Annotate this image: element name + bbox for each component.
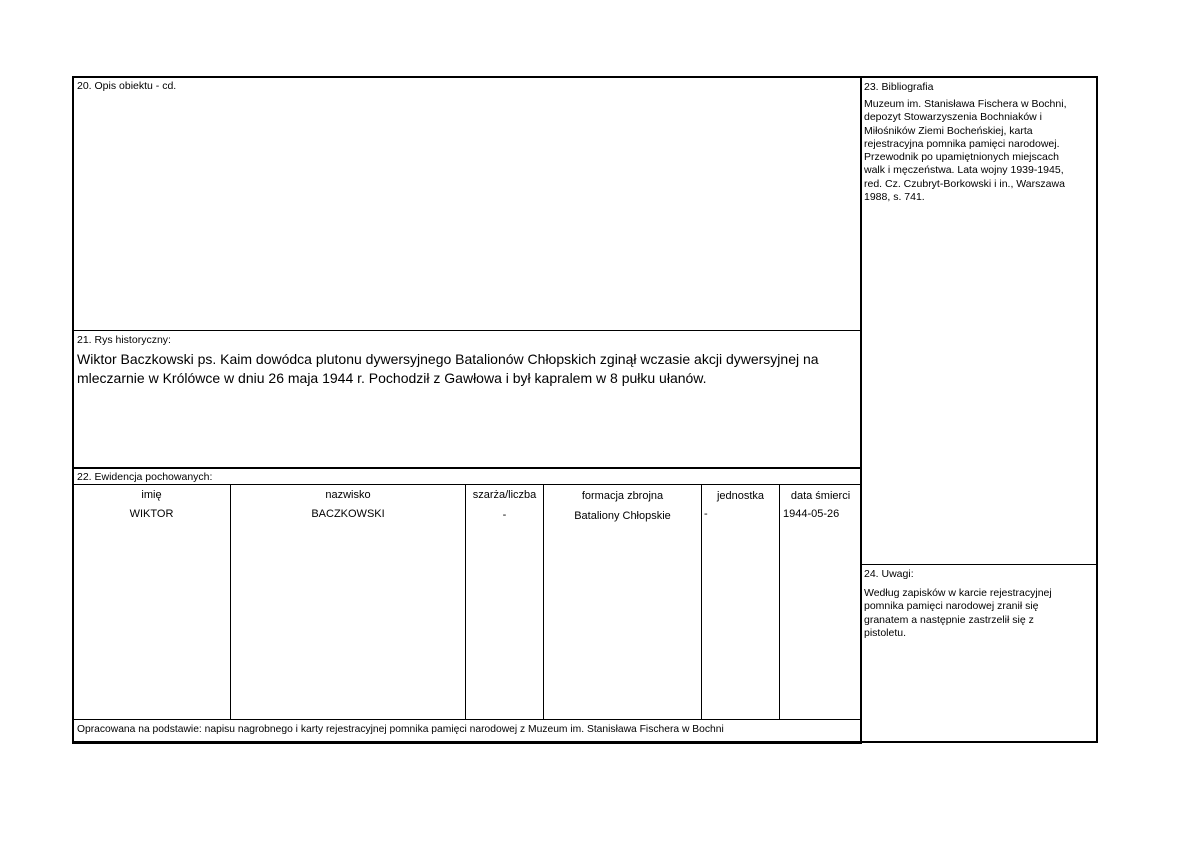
divider-20-21 [73,330,861,331]
bibliography-line: Miłośników Ziemi Bocheńskiej, karta [864,124,1033,137]
column-divider [230,485,231,719]
bibliography-text [864,98,1096,204]
cell-first-name: WIKTOR [129,508,174,520]
column-header-formation: formacja zbrojna [581,490,664,502]
divider-22-header [73,484,861,485]
column-header-first-name: imię [141,489,162,501]
historical-outline [77,350,859,388]
bibliography-line: rejestracyjna pomnika pamięci narodowej. [864,137,1060,150]
section-23-label: 23. Bibliografia [864,81,934,93]
cell-surname: BACZKOWSKI [311,508,385,520]
section-22-label: 22. Ewidencja pochowanych: [77,471,213,483]
bibliography-line: red. Cz. Czubryt-Borkowski i in., Warszawa [864,177,1065,190]
column-header-death-date: data śmierci [790,490,851,502]
section-21-label: 21. Rys historyczny: [77,334,171,346]
source-note: Opracowana na podstawie: napisu nagrobnego i karty rejestracyjnej pomnika pamięci narodowej z Muzeum im. Stanisława Fischera w Bochni [77,724,724,735]
section-20-label: 20. Opis obiektu - cd. [77,80,177,92]
historical-text-line: Wiktor Baczkowski ps. Kaim dowódca plutonu dywersyjnego Batalionów Chłopskich zginął wczasie akcji dywersyjnej na [77,351,819,367]
section-24-label: 24. Uwagi: [864,568,914,580]
cell-rank: - [502,509,507,521]
bibliography-line: depozyt Stowarzyszenia Bochniaków i [864,111,1043,124]
column-header-surname: nazwisko [325,489,371,501]
remarks-text [864,587,1096,640]
bibliography-line: 1988, s. 741. [864,191,925,204]
cell-formation: Bataliony Chłopskie [574,510,671,522]
bibliography-line: Przewodnik po upamiętnionych miejscach [864,151,1059,164]
divider-21-22 [73,467,861,469]
left-frame [72,76,862,744]
bibliography-line: Muzeum im. Stanisława Fischera w Bochni, [864,98,1067,110]
cell-death-date: 1944-05-26 [783,508,840,520]
divider-footer [73,719,861,720]
column-divider [779,485,780,719]
column-header-rank: szarża/liczba [472,489,537,501]
remarks-line: granatem a następnie zastrzelił się z [864,613,1034,626]
divider-23-24 [861,564,1097,565]
remarks-line: pomnika pamięci narodowej zranił się [864,600,1039,613]
column-header-unit: jednostka [716,490,765,502]
column-divider [701,485,702,719]
remarks-line: Według zapisków w karcie rejestracyjnej [864,587,1052,599]
historical-text-line: mleczarnie w Królówce w dniu 26 maja 1944 r. Pochodził z Gawłowa i był kapralem w 8 pułku ułanów. [77,370,707,386]
bibliography-line: walk i męczeństwa. Lata wojny 1939-1945, [864,164,1064,177]
cell-unit: - [704,508,708,520]
remarks-line: pistoletu. [864,626,907,639]
